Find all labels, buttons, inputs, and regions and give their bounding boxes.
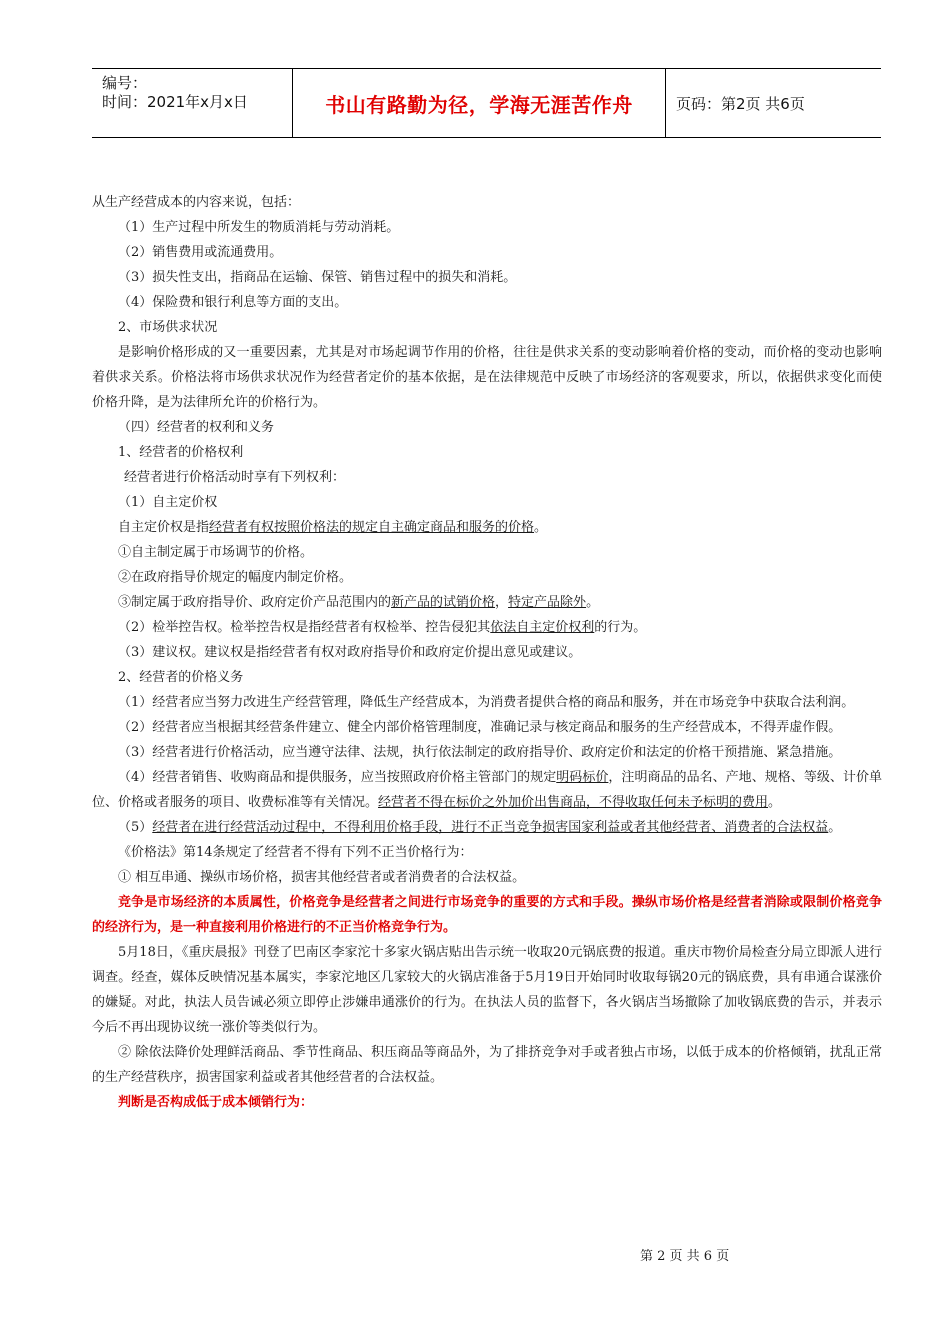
list-item: ②在政府指导价规定的幅度内制定价格。 xyxy=(118,570,353,585)
paragraph xyxy=(92,765,882,815)
paragraph: 从生产经营成本的内容来说，包括： xyxy=(92,195,301,210)
header-motto xyxy=(293,69,666,137)
case-paragraph: 5月18日，《重庆晨报》刊登了巴南区李家沱十多家火锅店贴出告示统一收取20元锅底费的报道。重庆市物价局检查分局立即派人进行调查。经查，媒体反映情况基本属实，李家沱地区几家较大的火锅店准备于5月19日开始同时收取每锅20元的锅底费，具有串通合谋涨价的嫌疑。对此，执法人员告诫必须立即停止涉嫌串通涨价的行为。在执法人员的监督下，各火锅店当场撤除了加收锅底费的告示，并表示今后不再出现协议统一涨价等类似行为。 xyxy=(92,945,882,1035)
list-item: ① 相互串通、操纵市场价格，损害其他经营者或者消费者的合法权益。 xyxy=(118,870,526,885)
underlined-text: 经营者在进行经营活动过程中，不得利用价格手段，进行不正当竞争损害国家利益或者其他经营者、消费者的合法权益 xyxy=(152,820,829,835)
emphasis-paragraph: 竞争是市场经济的本质属性，价格竞争是经营者之间进行市场竞争的重要的方式和手段。操纵市场价格是经营者消除或限制价格竞争的经济行为，是一种直接利用价格进行的不正当价格竞争行为。 xyxy=(92,895,882,935)
paragraph xyxy=(92,515,882,540)
page-header xyxy=(92,68,881,138)
text-run: 的行为。 xyxy=(594,620,647,635)
list-item: ①自主制定属于市场调节的价格。 xyxy=(118,545,314,560)
page-footer: 第 2 页 共 6 页 xyxy=(640,1249,730,1264)
underlined-text: 依法自主定价权利 xyxy=(490,620,595,635)
document-body xyxy=(92,190,882,1115)
paragraph: （3）经营者进行价格活动，应当遵守法律、法规，执行依法制定的政府指导价、政府定价和法定的价格干预措施、紧急措施。 xyxy=(118,745,842,760)
list-item: （3）建议权。建议权是指经营者有权对政府指导价和政府定价提出意见或建议。 xyxy=(118,645,582,660)
header-page-info xyxy=(666,69,881,137)
text-run: 。 xyxy=(768,795,782,810)
paragraph: （1）经营者应当努力改进生产经营管理，降低生产经营成本，为消费者提供合格的商品和服务，并在市场竞争中获取合法利润。 xyxy=(118,695,855,710)
emphasis-heading: 判断是否构成低于成本倾销行为： xyxy=(118,1095,314,1110)
list-item: （1）生产过程中所发生的物质消耗与劳动消耗。 xyxy=(118,220,400,235)
list-item: ② 除依法降价处理鲜活商品、季节性商品、积压商品等商品外，为了排挤竞争对手或者独占市场，以低于成本的价格倾销，扰乱正常的生产经营秩序，损害国家利益或者其他经营者的合法权益。 xyxy=(92,1045,882,1085)
underlined-text: 经营者不得在标价之外加价出售商品，不得收取任何未予标明的费用 xyxy=(378,795,769,810)
text-run: 。 xyxy=(828,820,842,835)
time-label: 时间：2021年x月x日 xyxy=(102,93,248,111)
text-run: （2）检举控告权。检举控告权是指经营者有权检举、控告侵犯其 xyxy=(118,620,491,635)
section-heading: 2、经营者的价格义务 xyxy=(118,670,244,685)
text-run: ，注明商品的品名、产地、规格、等级、计价单位、价格或者服务的项目、收费标准等有关情况。 xyxy=(92,770,882,810)
paragraph: 经营者进行价格活动时享有下列权利： xyxy=(124,470,346,485)
section-heading: （四）经营者的权利和义务 xyxy=(118,420,275,435)
underlined-text: 经营者有权按照价格法的规定自主确定商品和服务的价格 xyxy=(209,520,535,535)
paragraph xyxy=(92,815,882,840)
text-run: ， xyxy=(495,595,509,610)
list-item: （1）自主定价权 xyxy=(118,495,218,510)
section-heading: 2、市场供求状况 xyxy=(118,320,218,335)
paragraph: 《价格法》第14条规定了经营者不得有下列不正当价格行为： xyxy=(118,845,473,860)
text-run: （4）经营者销售、收购商品和提供服务，应当按照政府价格主管部门的规定 xyxy=(118,770,557,785)
underlined-text: 特定产品除外 xyxy=(508,595,587,610)
list-item: （3）损失性支出，指商品在运输、保管、销售过程中的损失和消耗。 xyxy=(118,270,517,285)
list-item: （2）销售费用或流通费用。 xyxy=(118,245,283,260)
paragraph: （2）经营者应当根据其经营条件建立、健全内部价格管理制度，准确记录与核定商品和服务的生产经营成本，不得弄虚作假。 xyxy=(118,720,842,735)
list-item: （4）保险费和银行利息等方面的支出。 xyxy=(118,295,348,310)
underlined-text: 新产品的试销价格 xyxy=(391,595,496,610)
page-info-text: 页码：第2页 共6页 xyxy=(676,94,805,113)
number-label: 编号： xyxy=(102,74,148,92)
text-run: ③制定属于政府指导价、政府定价产品范围内的 xyxy=(118,595,392,610)
list-item xyxy=(92,615,882,640)
paragraph: 是影响价格形成的又一重要因素，尤其是对市场起调节作用的价格，往往是供求关系的变动影响着价格的变动，而价格的变动也影响着供求关系。价格法将市场供求状况作为经营者定价的基本依据，是在法律规范中反映了市场经济的客观要求，所以，依据供求变化而使价格升降，是为法律所允许的价格行为。 xyxy=(92,345,882,410)
list-item xyxy=(92,590,882,615)
underlined-text: 明码标价 xyxy=(556,770,609,785)
section-heading: 1、经营者的价格权利 xyxy=(118,445,244,460)
motto-text: 书山有路勤为径，学海无涯苦作舟 xyxy=(325,92,633,117)
text-run: 。 xyxy=(586,595,600,610)
text-run: （5） xyxy=(118,820,153,835)
header-meta xyxy=(92,69,293,137)
text-run: 。 xyxy=(534,520,548,535)
text-run: 自主定价权是指 xyxy=(118,520,210,535)
